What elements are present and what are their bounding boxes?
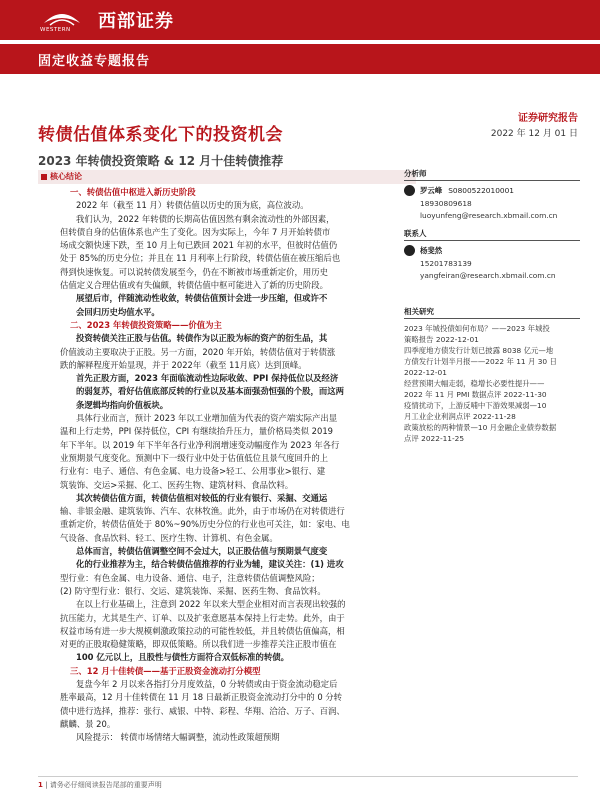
- body-line: 我们认为，2022 年转债的长期高估值因然有剩余流动性的外部因素，: [76, 213, 335, 224]
- body-line: 具体行业而言，预计 2023 年以工业增加值为代表的资产端实际产出显: [76, 413, 338, 424]
- body-line: 温和上行走势，PPI 保持低位，CPI 有继续抬升压力，量价格局类似 2019: [60, 426, 333, 437]
- body-line: 输、非银金融、建筑装饰、汽车、农林牧渔。此外，由于市场仍在对转债进行: [60, 506, 345, 517]
- section-heading: 三、12 月十佳转债——基于正股资金流动打分模型: [70, 665, 261, 676]
- body-line: 年下半年。以 2019 年下半年各行业净利润增速变动幅度作为 2023 年各行: [60, 439, 340, 450]
- body-line: 处于 85%的历史分位；并且在 11 月利率上行阶段，转债估值在被压缩后也: [60, 253, 341, 264]
- logo-english: WESTERN: [40, 27, 71, 33]
- body-line: 气设备、食品饮料、轻工、医疗生物、计算机、有色金属。: [60, 532, 278, 543]
- contact-entry: [404, 245, 580, 256]
- analyst-email[interactable]: luoyunfeng@research.xbmail.com.cn: [420, 211, 558, 220]
- body-line: 其次转债估值方面，转债估值相对较低的行业有银行、采掘、交通运: [76, 492, 328, 503]
- body-line: 对更的正股取稳健策略，即双低策略。所以我们进一步推荐关注正股市值在: [60, 639, 337, 650]
- related-research-item[interactable]: 疫情扰动下，上游反哺中下游效果减弱—10: [404, 401, 547, 410]
- body-line: 但转债自身的估值体系也产生了变化。因为实际上，今年 7 月开始转债市: [60, 226, 331, 237]
- body-line: 价值波动主要取决于正股。另一方面，2020 年开始，转债估值对于转债涨: [60, 346, 336, 357]
- related-research-item[interactable]: 策略报告 2022-12-01: [404, 335, 479, 344]
- body-line: (2) 防守型行业：银行、交运、建筑装饰、采掘、医药生物、食品饮料。: [60, 585, 326, 596]
- body-line: 会回归历史均值水平。: [76, 306, 160, 317]
- contact-phone: 15201783139: [420, 259, 472, 268]
- related-research-item[interactable]: 点评 2022-11-25: [404, 434, 465, 443]
- body-line: 型行业：有色金属、电力设备、通信、电子，注意转债估值调整风险；: [60, 572, 320, 583]
- analyst-entry: [404, 185, 580, 196]
- body-line: 投资转债关注正股与估值。转债作为以正股为标的资产的衍生品，其: [76, 333, 328, 344]
- body-line: 重新定价，转债估值处于 80%~90%历史分位的行业也可关注，如：家电、电: [60, 519, 350, 530]
- body-line: 条逻辑均指向价值板块。: [76, 399, 169, 410]
- related-research-item[interactable]: 2022-12-01: [404, 368, 447, 377]
- body-line: 首先正股方面，2023 年面临流动性边际收敛、PPI 保持低位以及经济: [76, 373, 339, 384]
- body-line: 胜率最高，12 月十佳转债在 11 月 18 日最新正股资金流动打分中的 0 分转: [60, 692, 343, 703]
- related-research-item[interactable]: 经营预期大幅走弱，稳增长必要性提升——: [404, 379, 545, 388]
- body-line: 100 亿元以上，且股性与债性方面符合双低标准的转债。: [76, 652, 290, 663]
- report-header-bar: [0, 0, 600, 40]
- body-line: 筑装饰、交运>采掘、化工、医药生物、建筑材料、食品饮料。: [60, 479, 294, 490]
- page-title: 转债估值体系变化下的投资机会: [38, 125, 283, 145]
- related-research-item[interactable]: 四季度地方债发行计划已披露 8038 亿元—地: [404, 346, 554, 355]
- square-bullet-icon: [41, 174, 47, 180]
- contact-email[interactable]: yangfeiran@research.xbmail.com.cn: [420, 271, 556, 280]
- body-line: 跌的解释程度开始显现，并于 2022年（截至 11月底）达到顶峰。: [60, 359, 307, 370]
- body-line: 的弱复苏，看好估值底部反转的行业以及基本面强劲恒强的个股，而这两: [76, 386, 344, 397]
- body-line: 业预期景气度变化。预测中下一级行业中处于估值低位且景气度回升的上: [60, 452, 328, 463]
- core-conclusion-label: [38, 170, 416, 184]
- related-research-item[interactable]: 2022 年 11 月 PMI 数据点评 2022-11-30: [404, 390, 547, 399]
- analyst-phone: 18930809618: [420, 199, 472, 208]
- contact-heading: 联系人: [404, 228, 580, 241]
- footer-divider: [38, 776, 578, 777]
- body-line: 抗压能力，尤其是生产、订单、以及扩张意愿基本保持上行走势。此外，由于: [60, 612, 345, 623]
- related-research-item[interactable]: 方债发行计划半月报——2022 年 11 月 30 日: [404, 357, 557, 366]
- person-icon: [404, 245, 415, 256]
- person-icon: [404, 185, 415, 196]
- series-bar: [0, 44, 600, 74]
- page-number: 1: [38, 781, 43, 789]
- page-footer: 1 | 请务必仔细阅读报告尾部的重要声明: [38, 781, 162, 789]
- body-line: 行业有：电子、通信、有色金属、电力设备>轻工、公用事业>银行、建: [60, 466, 326, 477]
- body-line: 复盘今年 2 月以来各指打分月度效益，0 分转债或由于资金流动稳定后: [76, 678, 338, 689]
- related-research-item[interactable]: 2023 年城投债如何布局？——2023 年城投: [404, 324, 550, 333]
- body-line: 风险提示： 转债市场情绪大幅调整，流动性政策超预期: [76, 732, 280, 743]
- logo-chinese: 西部证券: [98, 11, 174, 32]
- body-line: 估值定义合理估值或有失偏颇，转债估值中枢可能进入了新的历史阶段。: [60, 280, 328, 291]
- analyst-cert: S0800522010001: [448, 186, 515, 195]
- body-line: 场成交额快速下跌，至 10 月上旬已跌回 2021 年初的水平，但彼时估值仍: [60, 240, 338, 251]
- analyst-name: 罗云峰: [420, 186, 443, 195]
- page-subtitle: 2023 年转债投资策略 & 12 月十佳转债推荐: [38, 154, 284, 168]
- section-heading: 二、2023 年转债投资策略——价值为主: [70, 319, 222, 330]
- related-research-heading: 相关研究: [404, 306, 580, 319]
- related-research-item[interactable]: 月工业企业利润点评 2022-11-28: [404, 412, 516, 421]
- body-line: 总体而言，转债估值调整空间不会过大，以正股估值与预期景气度变: [76, 546, 328, 557]
- section-heading: 一、转债估值中枢进入新历史阶段: [70, 187, 196, 197]
- document-date: 2022 年 12 月 01 日: [490, 129, 578, 139]
- main-body-text: [60, 186, 392, 744]
- contact-name: 杨斐然: [420, 246, 443, 255]
- document-type: 证券研究报告: [518, 113, 578, 124]
- body-line: 权益市场有进一步大规模刺激政策拉动的可能性较低，并且转债估值偏高，相: [60, 625, 345, 636]
- right-sidebar: [404, 168, 580, 444]
- report-series-title: 固定收益专题报告: [38, 54, 151, 69]
- disclaimer-note: 请务必仔细阅读报告尾部的重要声明: [49, 781, 162, 789]
- related-research-item[interactable]: 政策放松的两种情景—10 月金融企业债券数据: [404, 423, 557, 432]
- body-line: 麒麟、景 20。: [60, 718, 116, 729]
- body-line: 2022 年（截至 11 月）转债估值以历史的顶为底，高位波动。: [76, 200, 309, 211]
- body-line: 债中进行选择，推荐：张行、威银、中特、彩程、华翔、洽洽、万子、百润、: [60, 705, 345, 716]
- body-line: 展望后市，伴随流动性收敛，转债估值预计会进一步压缩，但或许不: [76, 293, 328, 304]
- core-conclusion-text: 核心结论: [50, 172, 82, 181]
- analysts-heading: 分析师: [404, 168, 580, 181]
- body-line: 化的行业推荐为主，结合转债估值推荐的行业为辅，建议关注：(1) 进攻: [76, 559, 344, 570]
- body-line: 在以上行业基础上，注意到 2022 年以来大型企业相对而言表现出较强的: [76, 599, 346, 610]
- body-line: 得到快速恢复。可以说转债发展至今，仍在不断被市场重新定价，用历史: [60, 266, 328, 277]
- related-research-list: [404, 323, 580, 444]
